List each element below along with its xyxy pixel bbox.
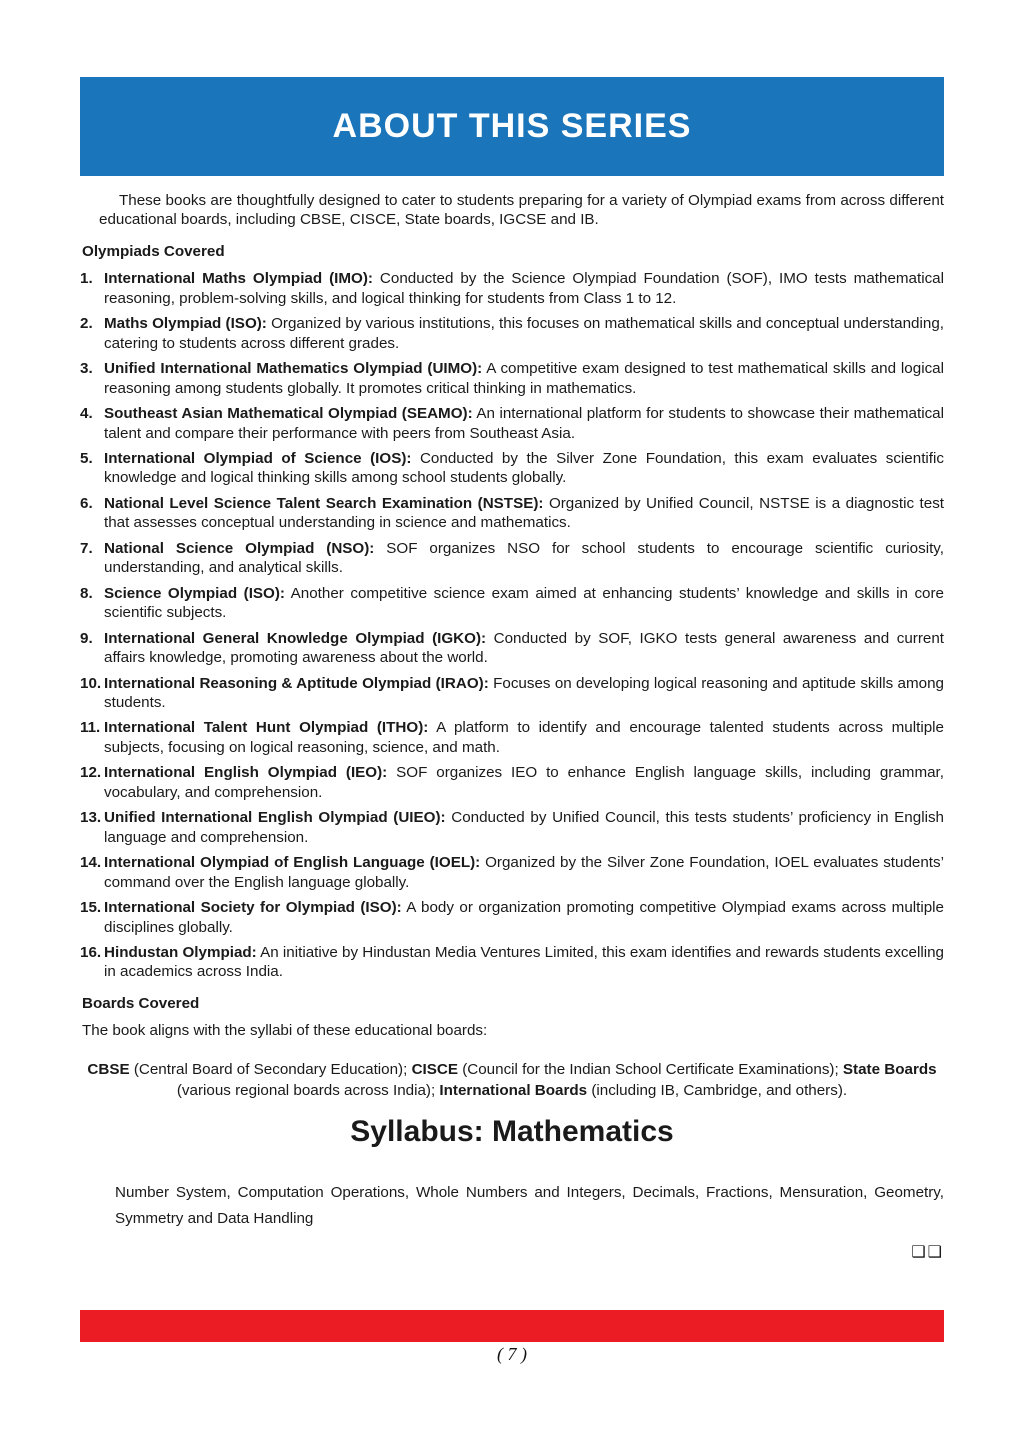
item-number: 9. — [80, 629, 93, 647]
item-number: 8. — [80, 584, 93, 602]
item-desc: Conducted by the Science Olympiad Foundation (SOF), IMO tests mathematical reasoning, problem-solving skills, and logical thinking for students from Class 1 to 12. — [104, 270, 944, 307]
board-desc: (Council for the Indian School Certificate Examinations); — [457, 1060, 843, 1078]
item-title: Science Olympiad (ISO): — [104, 584, 285, 602]
item-title: International Society for Olympiad (ISO): — [104, 899, 402, 917]
board-desc: (including IB, Cambridge, and others). — [587, 1082, 848, 1100]
item-text — [104, 539, 944, 578]
item-title: Unified International English Olympiad (UIEO): — [104, 809, 446, 827]
board-name: International Boards — [439, 1082, 588, 1100]
item-desc: A platform to identify and encourage talented students across multiple subjects, focusing on logical reasoning, science, and math. — [104, 719, 944, 756]
item-text — [104, 449, 944, 488]
item-text — [104, 943, 944, 982]
item-desc: SOF organizes NSO for school students to encourage scientific curiosity, understanding, and analytical skills. — [104, 539, 944, 577]
item-number: 7. — [80, 539, 93, 557]
olympiad-item — [80, 449, 944, 488]
item-number: 1. — [80, 270, 93, 288]
footer-band — [80, 1310, 944, 1342]
intro-paragraph: These books are thoughtfully designed to cater to students preparing for a variety of Olympiad exams from across different educational boards, including CBSE, CISCE, State boards, IGCSE and IB. — [99, 192, 944, 229]
item-text — [104, 404, 944, 443]
boards-paragraph — [80, 1059, 944, 1102]
item-desc: An initiative by Hindustan Media Ventures Limited, this exam identifies and rewards students excelling in academics across India. — [104, 943, 944, 981]
olympiad-item — [80, 359, 944, 398]
item-desc: Organized by the Silver Zone Foundation, IOEL evaluates students’ command over the English language globally. — [104, 854, 944, 891]
page-content — [0, 77, 1024, 1262]
item-number: 4. — [80, 405, 93, 423]
olympiads-heading: Olympiads Covered — [82, 242, 225, 260]
item-number: 12. — [80, 764, 102, 782]
olympiad-item — [80, 404, 944, 443]
item-title: National Science Olympiad (NSO): — [104, 539, 375, 557]
syllabus-title: Syllabus: Mathematics — [350, 1115, 674, 1149]
item-title: International General Knowledge Olympiad (IGKO): — [104, 629, 487, 647]
item-desc: Conducted by SOF, IGKO tests general awareness and current affairs knowledge, promoting awareness about the world. — [104, 629, 945, 667]
item-desc: Organized by Unified Council, NSTSE is a diagnostic test that assesses conceptual understanding in science and mathematics. — [104, 494, 945, 532]
header-banner — [80, 77, 944, 176]
olympiad-item — [80, 898, 944, 937]
board-name: CBSE — [87, 1060, 130, 1078]
item-text — [104, 718, 944, 757]
item-text — [104, 584, 944, 623]
olympiad-item — [80, 629, 944, 668]
item-title: International English Olympiad (IEO): — [104, 764, 388, 782]
item-number: 5. — [80, 449, 93, 467]
board-name: CISCE — [411, 1060, 458, 1078]
item-number: 16. — [80, 943, 102, 961]
item-desc: Conducted by Unified Council, this tests students’ proficiency in English language and comprehension. — [104, 809, 944, 846]
item-number: 2. — [80, 315, 93, 333]
item-text — [104, 629, 944, 668]
olympiad-item — [80, 853, 944, 892]
board-desc: (various regional boards across India); — [176, 1082, 440, 1100]
olympiad-item — [80, 314, 944, 353]
item-text — [104, 494, 944, 533]
item-desc: Focuses on developing logical reasoning and aptitude skills among students. — [104, 674, 944, 711]
item-title: International Reasoning & Aptitude Olympiad (IRAO): — [104, 674, 489, 692]
item-title: Maths Olympiad (ISO): — [104, 315, 267, 333]
olympiad-list — [80, 269, 944, 982]
item-desc: Organized by various institutions, this focuses on mathematical skills and conceptual understanding, catering to students across different grades. — [104, 315, 944, 352]
item-text — [104, 898, 944, 937]
item-desc: An international platform for students to showcase their mathematical talent and compare their performance with peers from Southeast Asia. — [104, 405, 944, 442]
item-title: International Maths Olympiad (IMO): — [104, 270, 373, 288]
item-desc: Another competitive science exam aimed at enhancing students’ knowledge and skills in core scientific subjects. — [104, 584, 944, 622]
olympiad-item — [80, 584, 944, 623]
board-desc: (Central Board of Secondary Education); — [129, 1060, 412, 1078]
item-title: International Talent Hunt Olympiad (ITHO): — [104, 719, 429, 737]
olympiad-item — [80, 718, 944, 757]
item-desc: SOF organizes IEO to enhance English language skills, including grammar, vocabulary, and comprehension. — [104, 764, 944, 801]
item-number: 13. — [80, 809, 102, 827]
item-title: Hindustan Olympiad: — [104, 943, 257, 961]
item-title: National Level Science Talent Search Examination (NSTSE): — [104, 494, 544, 512]
item-title: Unified International Mathematics Olympiad (UIMO): — [104, 360, 483, 378]
item-text — [104, 853, 944, 892]
olympiad-item — [80, 269, 944, 308]
item-text — [104, 314, 944, 353]
syllabus-body: Number System, Computation Operations, Whole Numbers and Integers, Decimals, Fractions, Mensuration, Geometry, Symmetry and Data Handling — [115, 1184, 944, 1228]
item-number: 11. — [80, 719, 101, 737]
olympiad-item — [80, 539, 944, 578]
item-number: 15. — [80, 899, 102, 917]
item-number: 14. — [80, 854, 102, 872]
item-title: Southeast Asian Mathematical Olympiad (SEAMO): — [104, 405, 473, 423]
item-number: 3. — [80, 360, 93, 378]
item-text — [104, 674, 944, 713]
item-text — [104, 763, 944, 802]
olympiad-item — [80, 808, 944, 847]
page-number: ( 7 ) — [497, 1344, 527, 1364]
item-text — [104, 359, 944, 398]
item-desc: A competitive exam designed to test mathematical skills and logical reasoning among students globally. It promotes critical thinking in mathematics. — [104, 360, 944, 397]
boards-intro: The book aligns with the syllabi of these educational boards: — [82, 1022, 488, 1040]
item-desc: Conducted by the Silver Zone Foundation, this exam evaluates scientific knowledge and logical thinking skills among school students globally. — [104, 449, 944, 487]
item-number: 6. — [80, 494, 93, 512]
item-title: International Olympiad of Science (IOS): — [104, 449, 412, 467]
item-desc: A body or organization promoting competitive Olympiad exams across multiple disciplines globally. — [104, 899, 945, 936]
olympiad-item — [80, 763, 944, 802]
item-text — [104, 269, 944, 308]
item-text — [104, 808, 944, 847]
olympiad-item — [80, 674, 944, 713]
page-title: ABOUT THIS SERIES — [332, 107, 692, 145]
end-of-section-marks: ❑❑ — [911, 1244, 944, 1262]
boards-heading: Boards Covered — [82, 994, 200, 1012]
item-title: International Olympiad of English Language (IOEL): — [104, 854, 481, 872]
item-number: 10. — [80, 674, 102, 692]
olympiad-item — [80, 943, 944, 982]
olympiad-item — [80, 494, 944, 533]
board-name: State Boards — [842, 1060, 937, 1078]
